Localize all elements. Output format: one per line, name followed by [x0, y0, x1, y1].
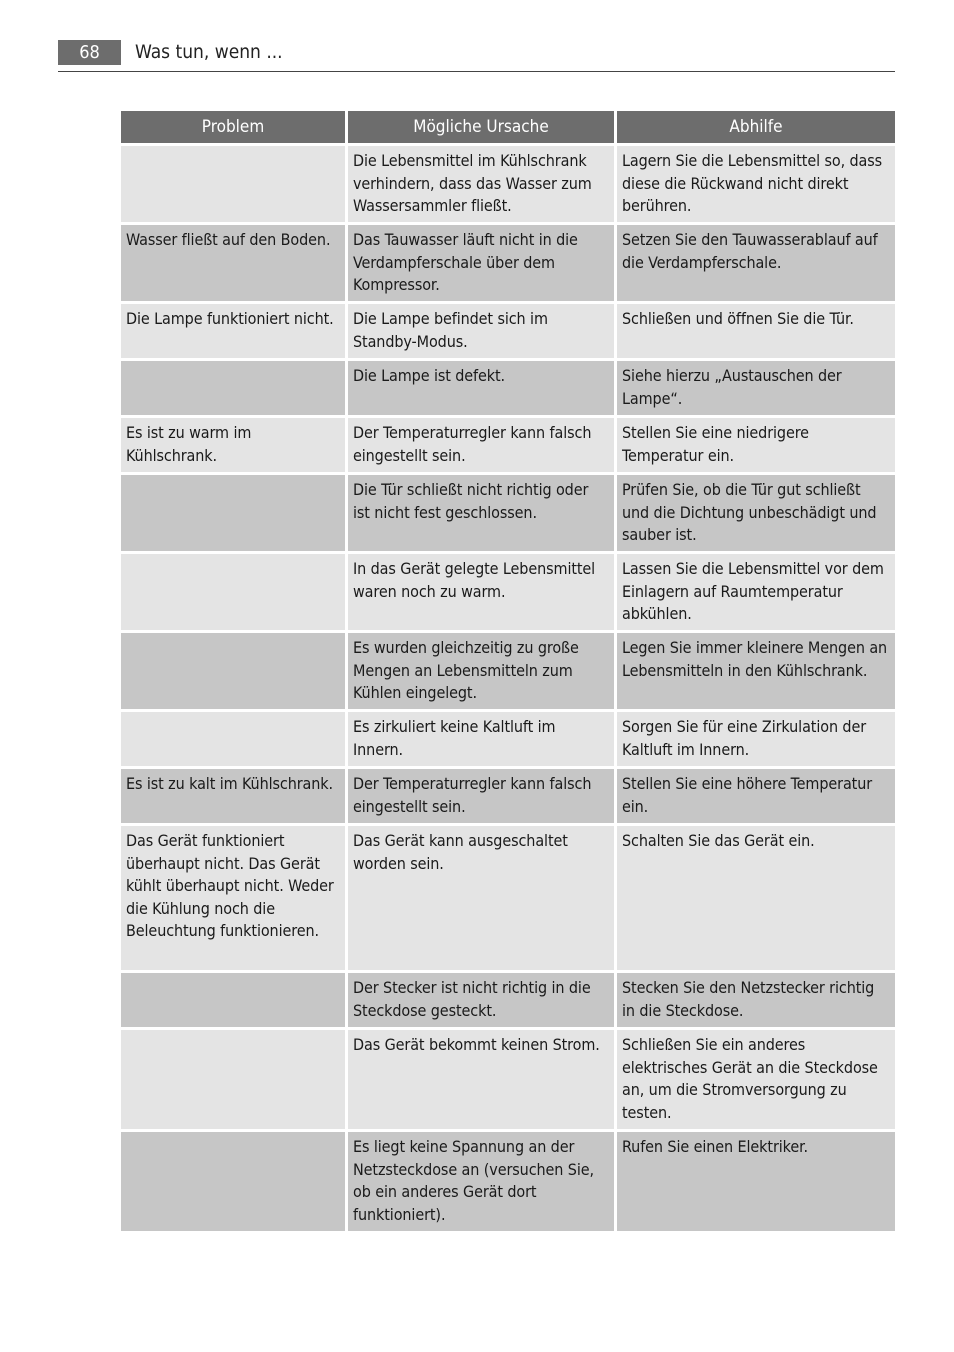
table-row [121, 973, 895, 1027]
remedy-cell: Stecken Sie den Netzstecker richtig in die Steckdose. [617, 973, 895, 1027]
page-title: Was tun, wenn ... [135, 41, 283, 63]
problem-cell [121, 1132, 345, 1231]
problem-cell [121, 554, 345, 630]
table-row [121, 1132, 895, 1231]
table-row [121, 826, 895, 970]
table-row [121, 769, 895, 823]
cause-cell: Die Lampe befindet sich im Standby-Modus. [348, 304, 614, 358]
table-row [121, 225, 895, 301]
cause-cell: Die Lampe ist defekt. [348, 361, 614, 415]
table-row [121, 554, 895, 630]
cause-cell: Der Temperaturregler kann falsch eingestellt sein. [348, 418, 614, 472]
problem-cell [121, 1030, 345, 1129]
cause-cell: In das Gerät gelegte Lebensmittel waren noch zu warm. [348, 554, 614, 630]
table-row [121, 146, 895, 222]
problem-cell: Es ist zu kalt im Kühlschrank. [121, 769, 345, 823]
cause-cell: Die Lebensmittel im Kühlschrank verhindern, dass das Wasser zum Wassersammler fließt. [348, 146, 614, 222]
column-header-cause: Mögliche Ursache [348, 111, 614, 143]
table-row [121, 418, 895, 472]
page-header [58, 40, 895, 72]
column-header-problem: Problem [121, 111, 345, 143]
problem-cell: Wasser fließt auf den Boden. [121, 225, 345, 301]
remedy-cell: Setzen Sie den Tauwasserablauf auf die Verdampferschale. [617, 225, 895, 301]
problem-cell: Die Lampe funktioniert nicht. [121, 304, 345, 358]
remedy-cell: Schalten Sie das Gerät ein. [617, 826, 895, 970]
cause-cell: Der Temperaturregler kann falsch eingestellt sein. [348, 769, 614, 823]
cause-cell: Das Gerät kann ausgeschaltet worden sein. [348, 826, 614, 970]
remedy-cell: Sorgen Sie für eine Zirkulation der Kaltluft im Innern. [617, 712, 895, 766]
problem-cell [121, 475, 345, 551]
remedy-cell: Schließen Sie ein anderes elektrisches Gerät an die Steckdose an, um die Stromversorgung zu testen. [617, 1030, 895, 1129]
remedy-cell: Stellen Sie eine höhere Temperatur ein. [617, 769, 895, 823]
problem-cell: Das Gerät funktioniert überhaupt nicht. Das Gerät kühlt überhaupt nicht. Weder die Kühlung noch die Beleuchtung funktionieren. [121, 826, 345, 970]
problem-cell [121, 361, 345, 415]
page-number: 68 [58, 40, 121, 65]
table-row [121, 304, 895, 358]
troubleshooting-table [118, 108, 898, 1234]
problem-cell [121, 146, 345, 222]
remedy-cell: Prüfen Sie, ob die Tür gut schließt und die Dichtung unbeschädigt und sauber ist. [617, 475, 895, 551]
remedy-cell: Schließen und öffnen Sie die Tür. [617, 304, 895, 358]
table-row [121, 1030, 895, 1129]
cause-cell: Der Stecker ist nicht richtig in die Steckdose gesteckt. [348, 973, 614, 1027]
remedy-cell: Siehe hierzu „Austauschen der Lampe“. [617, 361, 895, 415]
table-row [121, 361, 895, 415]
table-header-row [121, 111, 895, 143]
remedy-cell: Rufen Sie einen Elektriker. [617, 1132, 895, 1231]
remedy-cell: Legen Sie immer kleinere Mengen an Lebensmitteln in den Kühlschrank. [617, 633, 895, 709]
table-row [121, 712, 895, 766]
cause-cell: Das Tauwasser läuft nicht in die Verdampferschale über dem Kompressor. [348, 225, 614, 301]
remedy-cell: Stellen Sie eine niedrigere Temperatur ein. [617, 418, 895, 472]
cause-cell: Es liegt keine Spannung an der Netzsteckdose an (versuchen Sie, ob ein anderes Gerät dort funktioniert). [348, 1132, 614, 1231]
cause-cell: Es wurden gleichzeitig zu große Mengen an Lebensmitteln zum Kühlen eingelegt. [348, 633, 614, 709]
problem-cell: Es ist zu warm im Kühlschrank. [121, 418, 345, 472]
remedy-cell: Lagern Sie die Lebensmittel so, dass diese die Rückwand nicht direkt berühren. [617, 146, 895, 222]
problem-cell [121, 712, 345, 766]
column-header-remedy: Abhilfe [617, 111, 895, 143]
cause-cell: Die Tür schließt nicht richtig oder ist nicht fest geschlossen. [348, 475, 614, 551]
cause-cell: Das Gerät bekommt keinen Strom. [348, 1030, 614, 1129]
table-row [121, 633, 895, 709]
table-row [121, 475, 895, 551]
cause-cell: Es zirkuliert keine Kaltluft im Innern. [348, 712, 614, 766]
remedy-cell: Lassen Sie die Lebensmittel vor dem Einlagern auf Raumtemperatur abkühlen. [617, 554, 895, 630]
problem-cell [121, 633, 345, 709]
problem-cell [121, 973, 345, 1027]
